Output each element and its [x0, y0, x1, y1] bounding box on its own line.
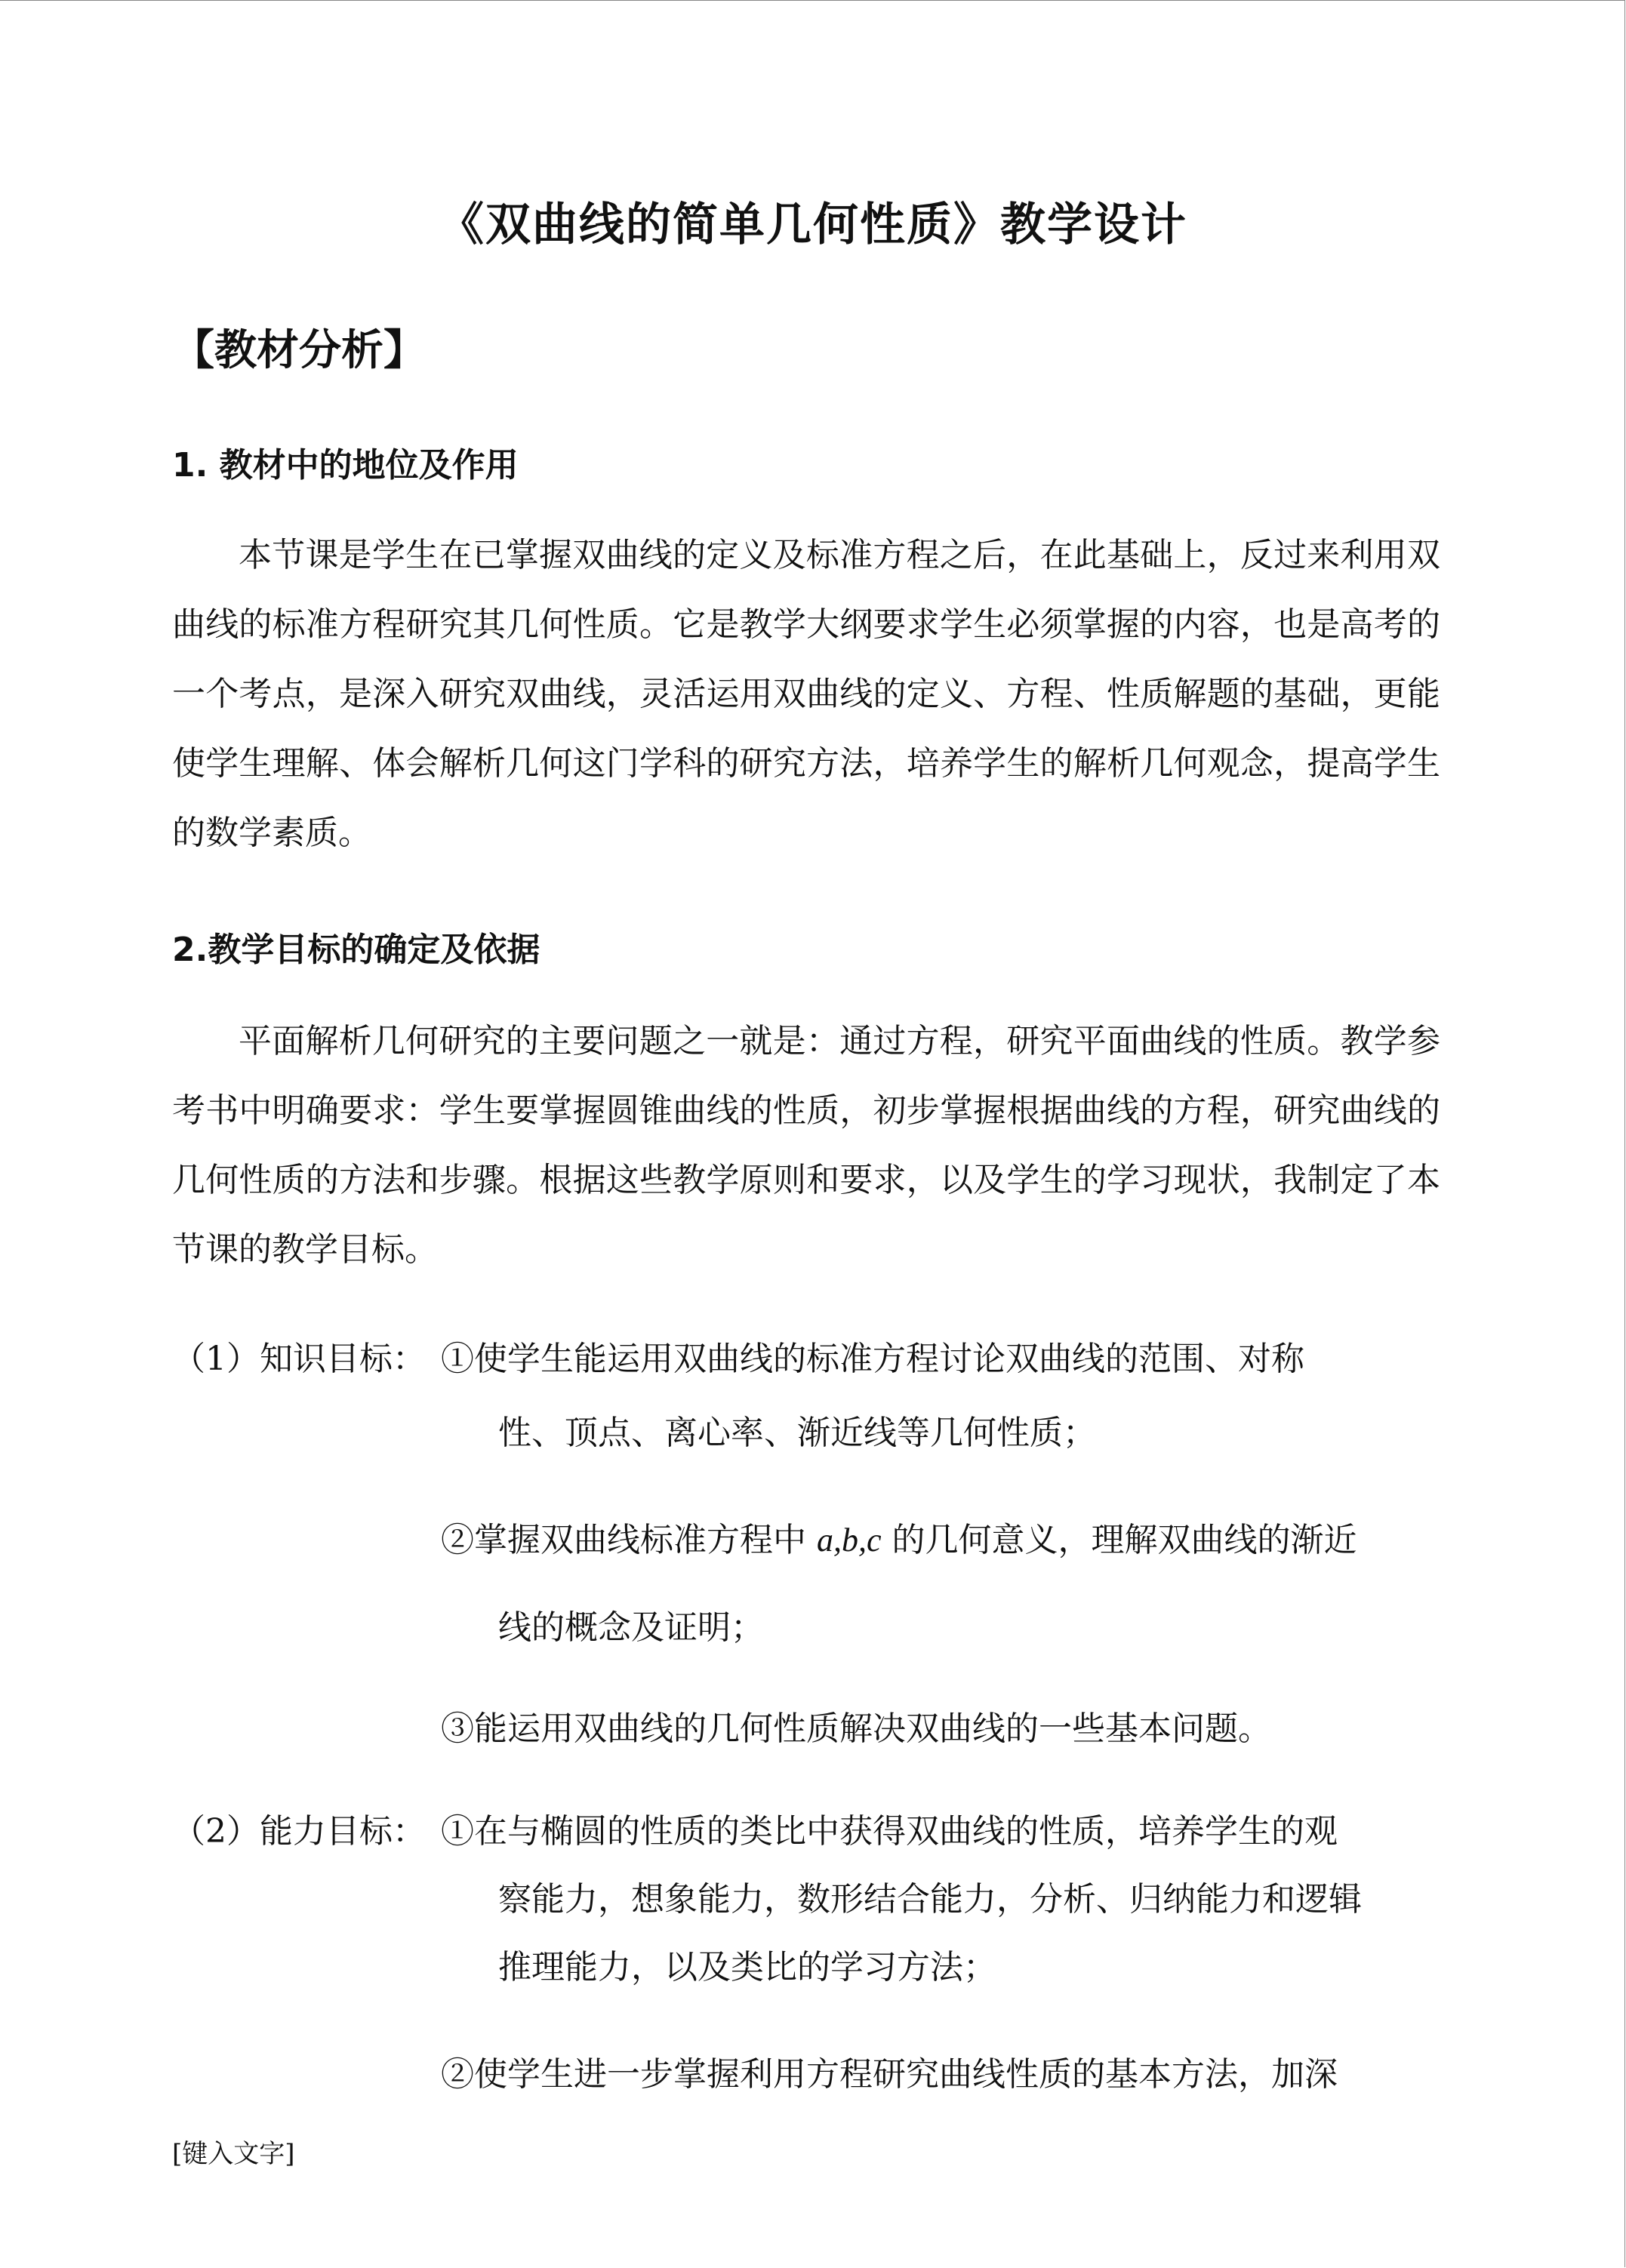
page-footer: [键入文字]: [172, 2139, 295, 2169]
knowledge-goal-2-line-2: 线的概念及证明；: [498, 1608, 764, 1647]
paragraph-1: [172, 521, 1440, 868]
ability-goal-1-line-1: ①在与椭圆的性质的类比中获得双曲线的性质，培养学生的观: [441, 1812, 1338, 1851]
paragraph-2-text: 平面解析几何研究的主要问题之一就是：通过方程，研究平面曲线的性质。教学参考书中明确要求：学生要掌握圆锥曲线的性质，初步掌握根据曲线的方程，研究曲线的几何性质的方法和步骤。根据这些教学原则和要求，以及学生的学习现状，我制定了本节课的教学目标。: [172, 1022, 1440, 1269]
ability-goal-1-line-3: 推理能力，以及类比的学习方法；: [498, 1948, 996, 1986]
math-abc: a,b,c: [817, 1522, 882, 1559]
subheading-1: 1. 教材中的地位及作用: [172, 446, 519, 485]
knowledge-goal-3: ③能运用双曲线的几何性质解决双曲线的一些基本问题。: [441, 1709, 1271, 1748]
section-heading: 【教材分析】: [172, 326, 426, 375]
paragraph-1-text: 本节课是学生在已掌握双曲线的定义及标准方程之后，在此基础上，反过来利用双曲线的标准方程研究其几何性质。它是教学大纲要求学生必须掌握的内容，也是高考的一个考点，是深入研究双曲线，灵活运用双曲线的定义、方程、性质解题的基础，更能使学生理解、体会解析几何这门学科的研究方法，培养学生的解析几何观念，提高学生的数学素质。: [172, 536, 1440, 852]
knowledge-goal-1-line-1: ①使学生能运用双曲线的标准方程讨论双曲线的范围、对称: [441, 1340, 1304, 1378]
paragraph-2: [172, 1007, 1440, 1285]
knowledge-goal-2-suffix: 的几何意义，理解双曲线的渐近: [892, 1521, 1357, 1559]
knowledge-goal-2-prefix: ②掌握双曲线标准方程中: [441, 1521, 806, 1559]
ability-goal-2-line-1: ②使学生进一步掌握利用方程研究曲线性质的基本方法，加深: [441, 2055, 1338, 2094]
knowledge-goal-1-line-2: 性、顶点、离心率、渐近线等几何性质；: [498, 1414, 1096, 1452]
knowledge-goal-2-line-1: [441, 1513, 1357, 1561]
subheading-2: 2.教学目标的确定及依据: [172, 931, 540, 969]
ability-goal-1-line-2: 察能力，想象能力，数形结合能力，分析、归纳能力和逻辑: [498, 1880, 1362, 1919]
ability-goal-label: （2）能力目标：: [172, 1812, 426, 1851]
document-title: 《双曲线的简单几何性质》教学设计: [439, 198, 1187, 251]
knowledge-goal-label: （1）知识目标：: [172, 1340, 426, 1378]
